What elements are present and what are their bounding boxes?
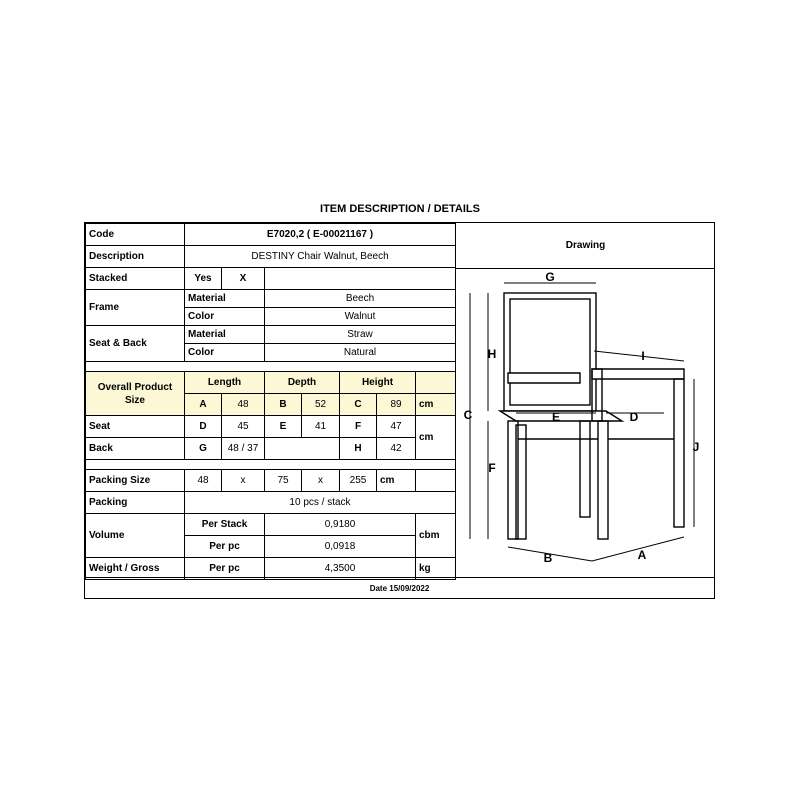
volume-unit: cbm <box>416 514 456 558</box>
per-pc-value: 0,0918 <box>265 536 416 558</box>
spec-table <box>85 223 456 580</box>
packing-x-1: x <box>222 470 265 492</box>
dim-b-letter: B <box>265 394 302 416</box>
spec-sheet <box>84 222 715 599</box>
packing-empty <box>416 470 456 492</box>
seat-label: Seat <box>86 416 185 438</box>
seat-back-material-value: Straw <box>265 326 456 344</box>
code-label: Code <box>86 224 185 246</box>
dim-e-value: 41 <box>302 416 340 438</box>
packing-size-row <box>86 470 456 492</box>
spacer-row <box>86 460 456 470</box>
packing-value: 10 pcs / stack <box>185 492 456 514</box>
label-g: G <box>545 270 555 284</box>
seat-back-color-value: Natural <box>265 344 456 362</box>
dimension-header-row <box>86 372 456 394</box>
packing-unit: cm <box>377 470 416 492</box>
dim-c-value: 89 <box>377 394 416 416</box>
packing-size-label: Packing Size <box>86 470 185 492</box>
stacked-empty <box>265 268 456 290</box>
back-label: Back <box>86 438 185 460</box>
code-row <box>86 224 456 246</box>
frame-material-value: Beech <box>265 290 456 308</box>
seat-back-material-label: Material <box>185 326 265 344</box>
packing-label: Packing <box>86 492 185 514</box>
frame-label: Frame <box>86 290 185 326</box>
weight-value: 4,3500 <box>265 558 416 580</box>
volume-stack-row <box>86 514 456 536</box>
stacked-mark: X <box>222 268 265 290</box>
packing-length: 48 <box>185 470 222 492</box>
description-value: DESTINY Chair Walnut, Beech <box>185 246 456 268</box>
seat-row <box>86 416 456 438</box>
dim-e-letter: E <box>265 416 302 438</box>
packing-width: 75 <box>265 470 302 492</box>
back-row <box>86 438 456 460</box>
label-b: B <box>543 551 553 565</box>
weight-unit: kg <box>416 558 456 580</box>
overall-unit: cm <box>416 394 456 416</box>
chair-drawing <box>455 269 715 577</box>
seat-back-color-label: Color <box>185 344 265 362</box>
dim-b-value: 52 <box>302 394 340 416</box>
label-e: E <box>551 410 561 424</box>
frame-material-row <box>86 290 456 308</box>
dim-g-value: 48 / 37 <box>222 438 265 460</box>
label-i: I <box>641 349 645 363</box>
chair-diagram <box>456 269 714 575</box>
seat-back-label: Seat & Back <box>86 326 185 362</box>
frame-color-label: Color <box>185 308 265 326</box>
seat-back-material-row <box>86 326 456 344</box>
stacked-label: Stacked <box>86 268 185 290</box>
dim-d-value: 45 <box>222 416 265 438</box>
drawing-heading: Drawing <box>455 223 715 269</box>
back-empty <box>265 438 340 460</box>
spacer-cell <box>86 362 456 372</box>
overall-size-label: Overall Product Size <box>86 372 185 416</box>
per-pc-label: Per pc <box>185 536 265 558</box>
packing-row <box>86 492 456 514</box>
label-j: J <box>692 440 700 454</box>
dim-h-letter: H <box>340 438 377 460</box>
packing-height: 255 <box>340 470 377 492</box>
dim-f-letter: F <box>340 416 377 438</box>
per-stack-value: 0,9180 <box>265 514 416 536</box>
header-empty <box>416 372 456 394</box>
document-title: ITEM DESCRIPTION / DETAILS <box>320 203 480 215</box>
description-row <box>86 246 456 268</box>
per-stack-label: Per Stack <box>185 514 265 536</box>
weight-label: Weight / Gross <box>86 558 185 580</box>
dims-unit: cm <box>416 416 456 460</box>
label-c: C <box>463 408 473 422</box>
dim-g-letter: G <box>185 438 222 460</box>
label-a: A <box>637 548 647 562</box>
dim-f-value: 47 <box>377 416 416 438</box>
packing-x-2: x <box>302 470 340 492</box>
stacked-row <box>86 268 456 290</box>
dim-a-value: 48 <box>222 394 265 416</box>
spacer-cell <box>86 460 456 470</box>
stacked-yes: Yes <box>185 268 222 290</box>
spacer-row <box>86 362 456 372</box>
label-d: D <box>629 410 639 424</box>
height-header: Height <box>340 372 416 394</box>
code-value: E7020,2 ( E-00021167 ) <box>185 224 456 246</box>
frame-color-value: Walnut <box>265 308 456 326</box>
dim-c-letter: C <box>340 394 377 416</box>
dim-a-letter: A <box>185 394 222 416</box>
label-h: H <box>487 347 497 361</box>
dim-h-value: 42 <box>377 438 416 460</box>
weight-per-pc-label: Per pc <box>185 558 265 580</box>
date-footer: Date 15/09/2022 <box>85 577 714 599</box>
volume-label: Volume <box>86 514 185 558</box>
depth-header: Depth <box>265 372 340 394</box>
dim-d-letter: D <box>185 416 222 438</box>
length-header: Length <box>185 372 265 394</box>
frame-material-label: Material <box>185 290 265 308</box>
description-label: Description <box>86 246 185 268</box>
label-f: F <box>488 461 496 475</box>
